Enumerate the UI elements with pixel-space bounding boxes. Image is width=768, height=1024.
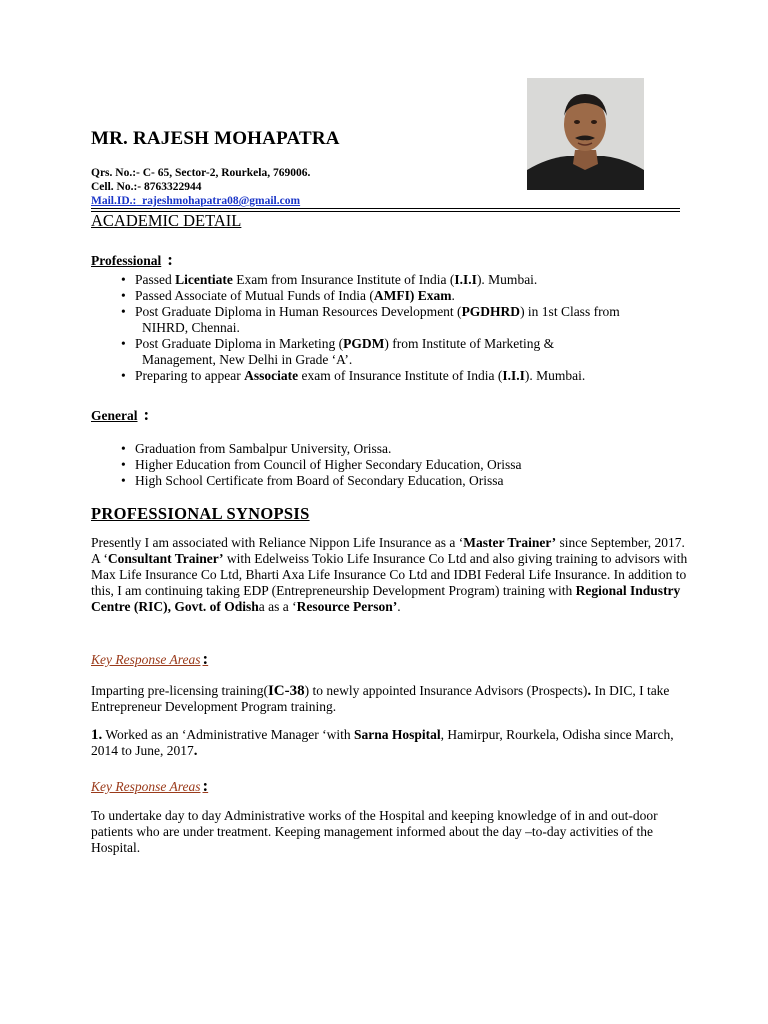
synopsis-paragraph: Presently I am associated with Reliance Nippon Life Insurance as a ‘Master Trainer’ since September, 2017. A ‘Consultant Trainer’ with Edelweiss Tokio Life Insurance Co Ltd and also giving training to advisors with Max Life Insurance Co Ltd, Bharti Axa Life Insurance Co Ltd and IDBI Federal Life Insurance. In addition to this, I am continuing taking EDP (Entrepreneurship Development Program) training with Regional Industry Centre (RIC), Govt. of Odisha as a ‘Resource Person’. (91, 535, 688, 614)
academic-detail-heading: ACADEMIC DETAIL (91, 211, 242, 230)
header-divider-thick (91, 208, 680, 209)
list-item: • Graduation from Sambalpur University, Orissa. (91, 441, 691, 457)
list-item: • High School Certificate from Board of Secondary Education, Orissa (91, 473, 691, 489)
professional-colon: : (167, 250, 173, 269)
profile-photo (527, 78, 644, 190)
list-item: • Post Graduate Diploma in Human Resources Development (PGDHRD) in 1st Class from NIHRD, Chennai. (91, 304, 691, 336)
list-item: • Preparing to appear Associate exam of Insurance Institute of India (I.I.I). Mumbai. (91, 368, 691, 384)
work-experience-paragraph: 1. Worked as an ‘Administrative Manager ‘with Sarna Hospital, Hamirpur, Rourkela, Odisha since March, 2014 to June, 2017. (91, 727, 674, 759)
mail-link[interactable]: rajeshmohapatra08@gmail.com (142, 195, 301, 207)
address-line: Qrs. No.:- C- 65, Sector-2, Rourkela, 769006. (91, 167, 311, 179)
professional-label: Professional (91, 253, 162, 268)
professional-synopsis-heading: PROFESSIONAL SYNOPSIS (91, 504, 310, 523)
mail-label: Mail.ID.: (91, 195, 137, 207)
general-label: General (91, 408, 138, 423)
general-colon: : (143, 405, 150, 424)
list-item: • Passed Licentiate Exam from Insurance Institute of India (I.I.I). Mumbai. (91, 272, 691, 288)
key-response-areas-heading: Key Response Areas : (91, 649, 209, 668)
general-subheading (91, 405, 149, 425)
professional-list (91, 272, 691, 384)
list-item: • Passed Associate of Mutual Funds of India (AMFI) Exam. (91, 288, 691, 304)
professional-subheading (91, 250, 173, 270)
general-list (91, 441, 691, 489)
cell-line: Cell. No.:- 8763322944 (91, 181, 202, 193)
key-response-areas-heading: Key Response Areas : (91, 776, 209, 795)
list-item: • Higher Education from Council of Higher Secondary Education, Orissa (91, 457, 691, 473)
imparting-paragraph: Imparting pre-licensing training(IC-38) to newly appointed Insurance Advisors (Prospects). In DIC, I take Entrepreneur Development Program training. (91, 683, 670, 714)
responsibilities-paragraph: To undertake day to day Administrative works of the Hospital and keeping knowledge of in and out-door patients who are under treatment. Keeping management informed about the day –to-day activities of the Hospital. (91, 808, 658, 855)
mail-line[interactable] (91, 194, 310, 208)
candidate-name: MR. RAJESH MOHAPATRA (91, 128, 340, 149)
contact-block (91, 166, 310, 208)
list-item: • Post Graduate Diploma in Marketing (PGDM) from Institute of Marketing & Management, New Delhi in Grade ‘A’. (91, 336, 691, 368)
